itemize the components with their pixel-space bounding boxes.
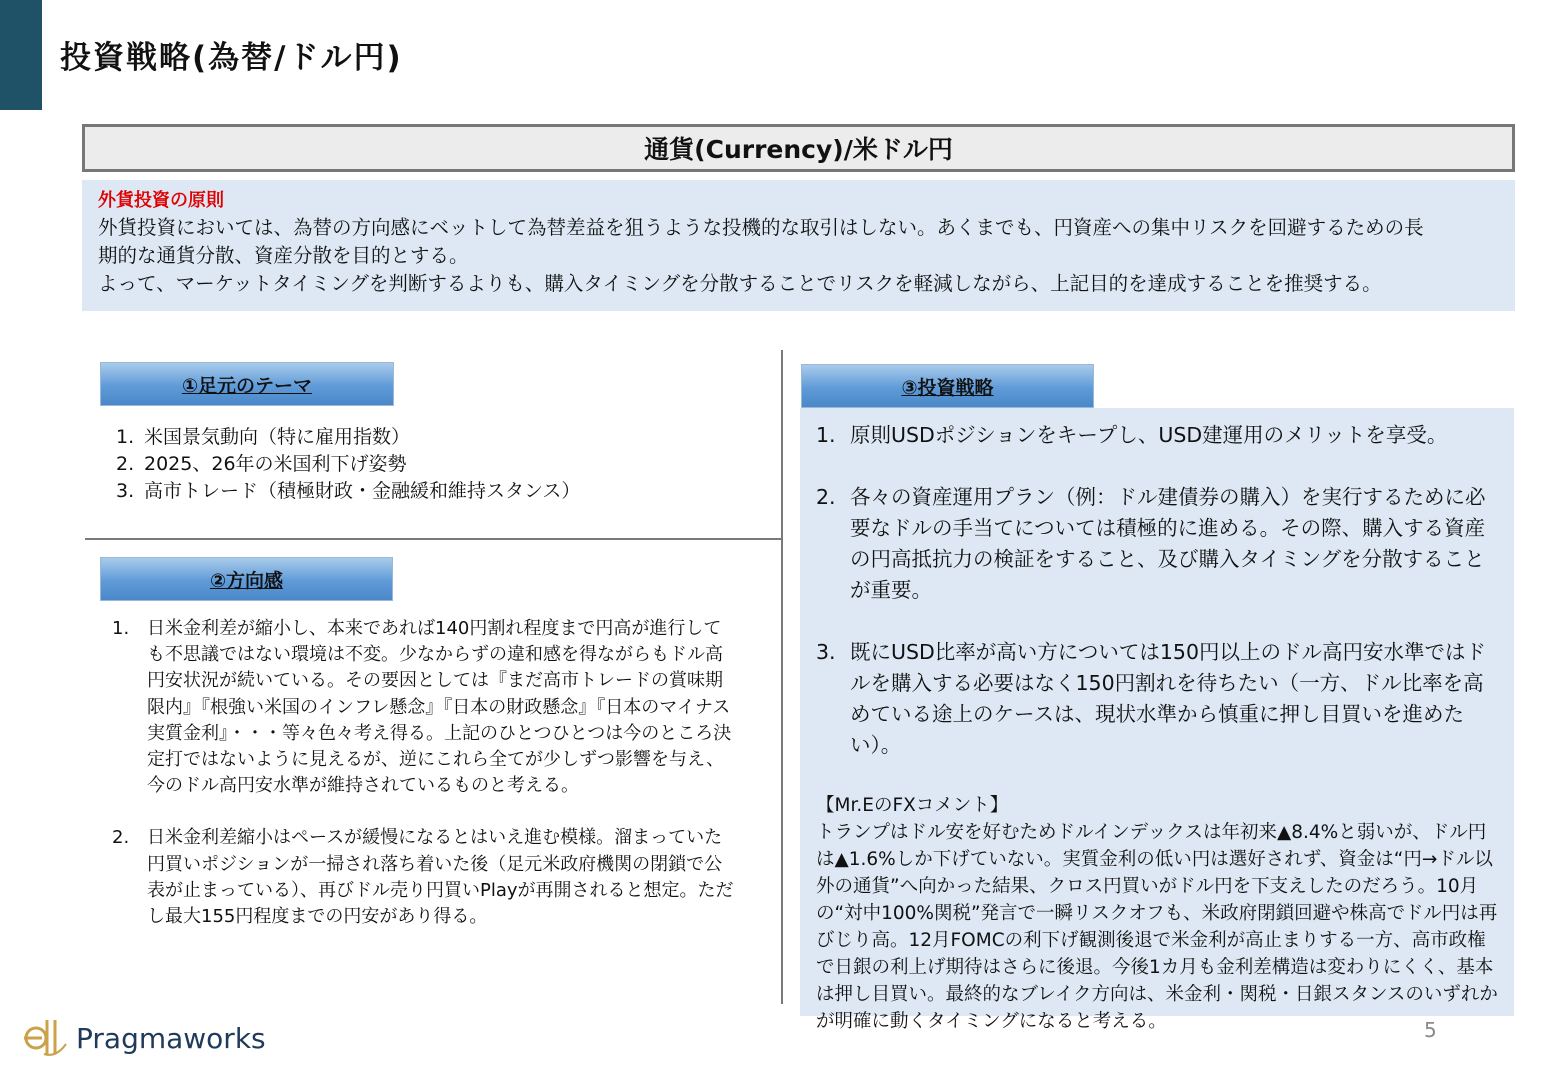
principle-title: 外貨投資の原則: [98, 190, 224, 211]
vertical-divider: [781, 350, 783, 1004]
item-text: 各々の資産運用プラン（例：ドル建債券の購入）を実行するために必要なドルの手当てについては積極的に進める。その際、購入する資産の円高抵抗力の検証をすること、及び購入タイミングを分散することが重要。: [850, 485, 1486, 602]
list-item: [112, 616, 737, 799]
item-text: 日米金利差縮小はペースが緩慢になるとはいえ進む模様。溜まっていた円買いポジションが一掃され落ち着いた後（足元米政府機関の閉鎖で公表が止まっている）、再びドル売り円買いPlayが再開されると想定。ただし最大155円程度までの円安があり得る。: [147, 827, 734, 928]
item-number: 2.: [116, 453, 135, 475]
pragmaworks-logo-icon: [22, 1014, 68, 1062]
item-number: 3.: [816, 640, 836, 664]
logo-text: Pragmaworks: [76, 1021, 266, 1055]
item-text: 米国景気動向（特に雇用指数）: [144, 426, 411, 448]
theme-list: [116, 424, 580, 505]
section-label-direction: ②方向感: [100, 557, 393, 601]
fx-comment: [816, 792, 1498, 1035]
page-number: 5: [1424, 1018, 1437, 1042]
principle-line: よって、マーケットタイミングを判断するよりも、購入タイミングを分散することでリスクを軽減しながら、上記目的を達成することを推奨する。: [98, 272, 1382, 295]
list-item: [112, 825, 737, 930]
currency-header: 通貨(Currency)/米ドル円: [82, 124, 1515, 172]
list-item: [816, 420, 1498, 451]
company-logo: [22, 1014, 266, 1062]
item-number: 1.: [112, 618, 130, 639]
horizontal-divider: [85, 538, 781, 540]
item-number: 2.: [816, 485, 836, 509]
fx-comment-title: 【Mr.EのFXコメント】: [816, 795, 1009, 816]
list-item: [116, 478, 580, 505]
direction-list: [112, 616, 737, 930]
item-number: 1.: [116, 426, 135, 448]
item-number: 2.: [112, 827, 130, 849]
item-text: 2025、26年の米国利下げ姿勢: [144, 453, 407, 475]
title-accent-bar: [0, 0, 42, 110]
item-number: 1.: [816, 423, 836, 447]
item-text: 既にUSD比率が高い方については150円以上のドル高円安水準ではドルを購入する必要はなく150円割れを待ちたい（一方、ドル比率を高めている途上のケースは、現状水準から慎重に押し目買いを進めたい）。: [850, 640, 1487, 757]
strategy-box: [800, 408, 1514, 1032]
list-item: [816, 637, 1498, 761]
strategy-list: [816, 420, 1498, 761]
section-label-theme: ①足元のテーマ: [100, 362, 394, 406]
principle-box: [82, 180, 1515, 311]
list-item: [116, 424, 580, 451]
list-item: [816, 482, 1498, 606]
item-text: 高市トレード（積極財政・金融緩和維持スタンス）: [144, 480, 581, 502]
principle-line: 外貨投資においては、為替の方向感にベットして為替差益を狙うような投機的な取引はしない。あくまでも、円資産への集中リスクを回避するための長: [98, 216, 1424, 239]
principle-line: 期的な通貨分散、資産分散を目的とする。: [98, 244, 469, 267]
item-text: 日米金利差が縮小し、本来であれば140円割れ程度まで円高が進行しても不思議ではない環境は不変。少なからずの違和感を得ながらもドル高円安状況が続いている。その要因としては『まだ高市トレードの賞味期限内』『根強い米国のインフレ懸念』『日本の財政懸念』『日本のマイナス実質金利』・・・等々色々考え得る。上記のひとつひとつは今のところ決定打ではないように見えるが、逆にこれら全てが少しずつ影響を与え、今のドル高円安水準が維持されているものと考える。: [147, 618, 732, 797]
page-title: 投資戦略(為替/ドル円): [60, 40, 403, 76]
section-label-strategy: ③投資戦略: [801, 364, 1094, 408]
item-text: 原則USDポジションをキープし、USD建運用のメリットを享受。: [850, 423, 1448, 447]
list-item: [116, 451, 580, 478]
item-number: 3.: [116, 480, 135, 502]
fx-comment-body: トランプはドル安を好むためドルインデックスは年初来▲8.4%と弱いが、ドル円は▲1.6%しか下げていない。実質金利の低い円は選好されず、資金は“円→ドル以外の通貨”へ向かった結果、クロス円買いがドル円を下支えしたのだろう。10月の“対中100%関税”発言で一瞬リスクオフも、米政府閉鎖回避や株高でドル円は再びじり高。12月FOMCの利下げ観測後退で米金利が高止まりする一方、高市政権で日銀の利上げ期待はさらに後退。今後1カ月も金利差構造は変わりにくく、基本は押し目買い。最終的なブレイク方向は、米金利・関税・日銀スタンスのいずれかが明確に動くタイミングになると考える。: [816, 822, 1498, 1032]
